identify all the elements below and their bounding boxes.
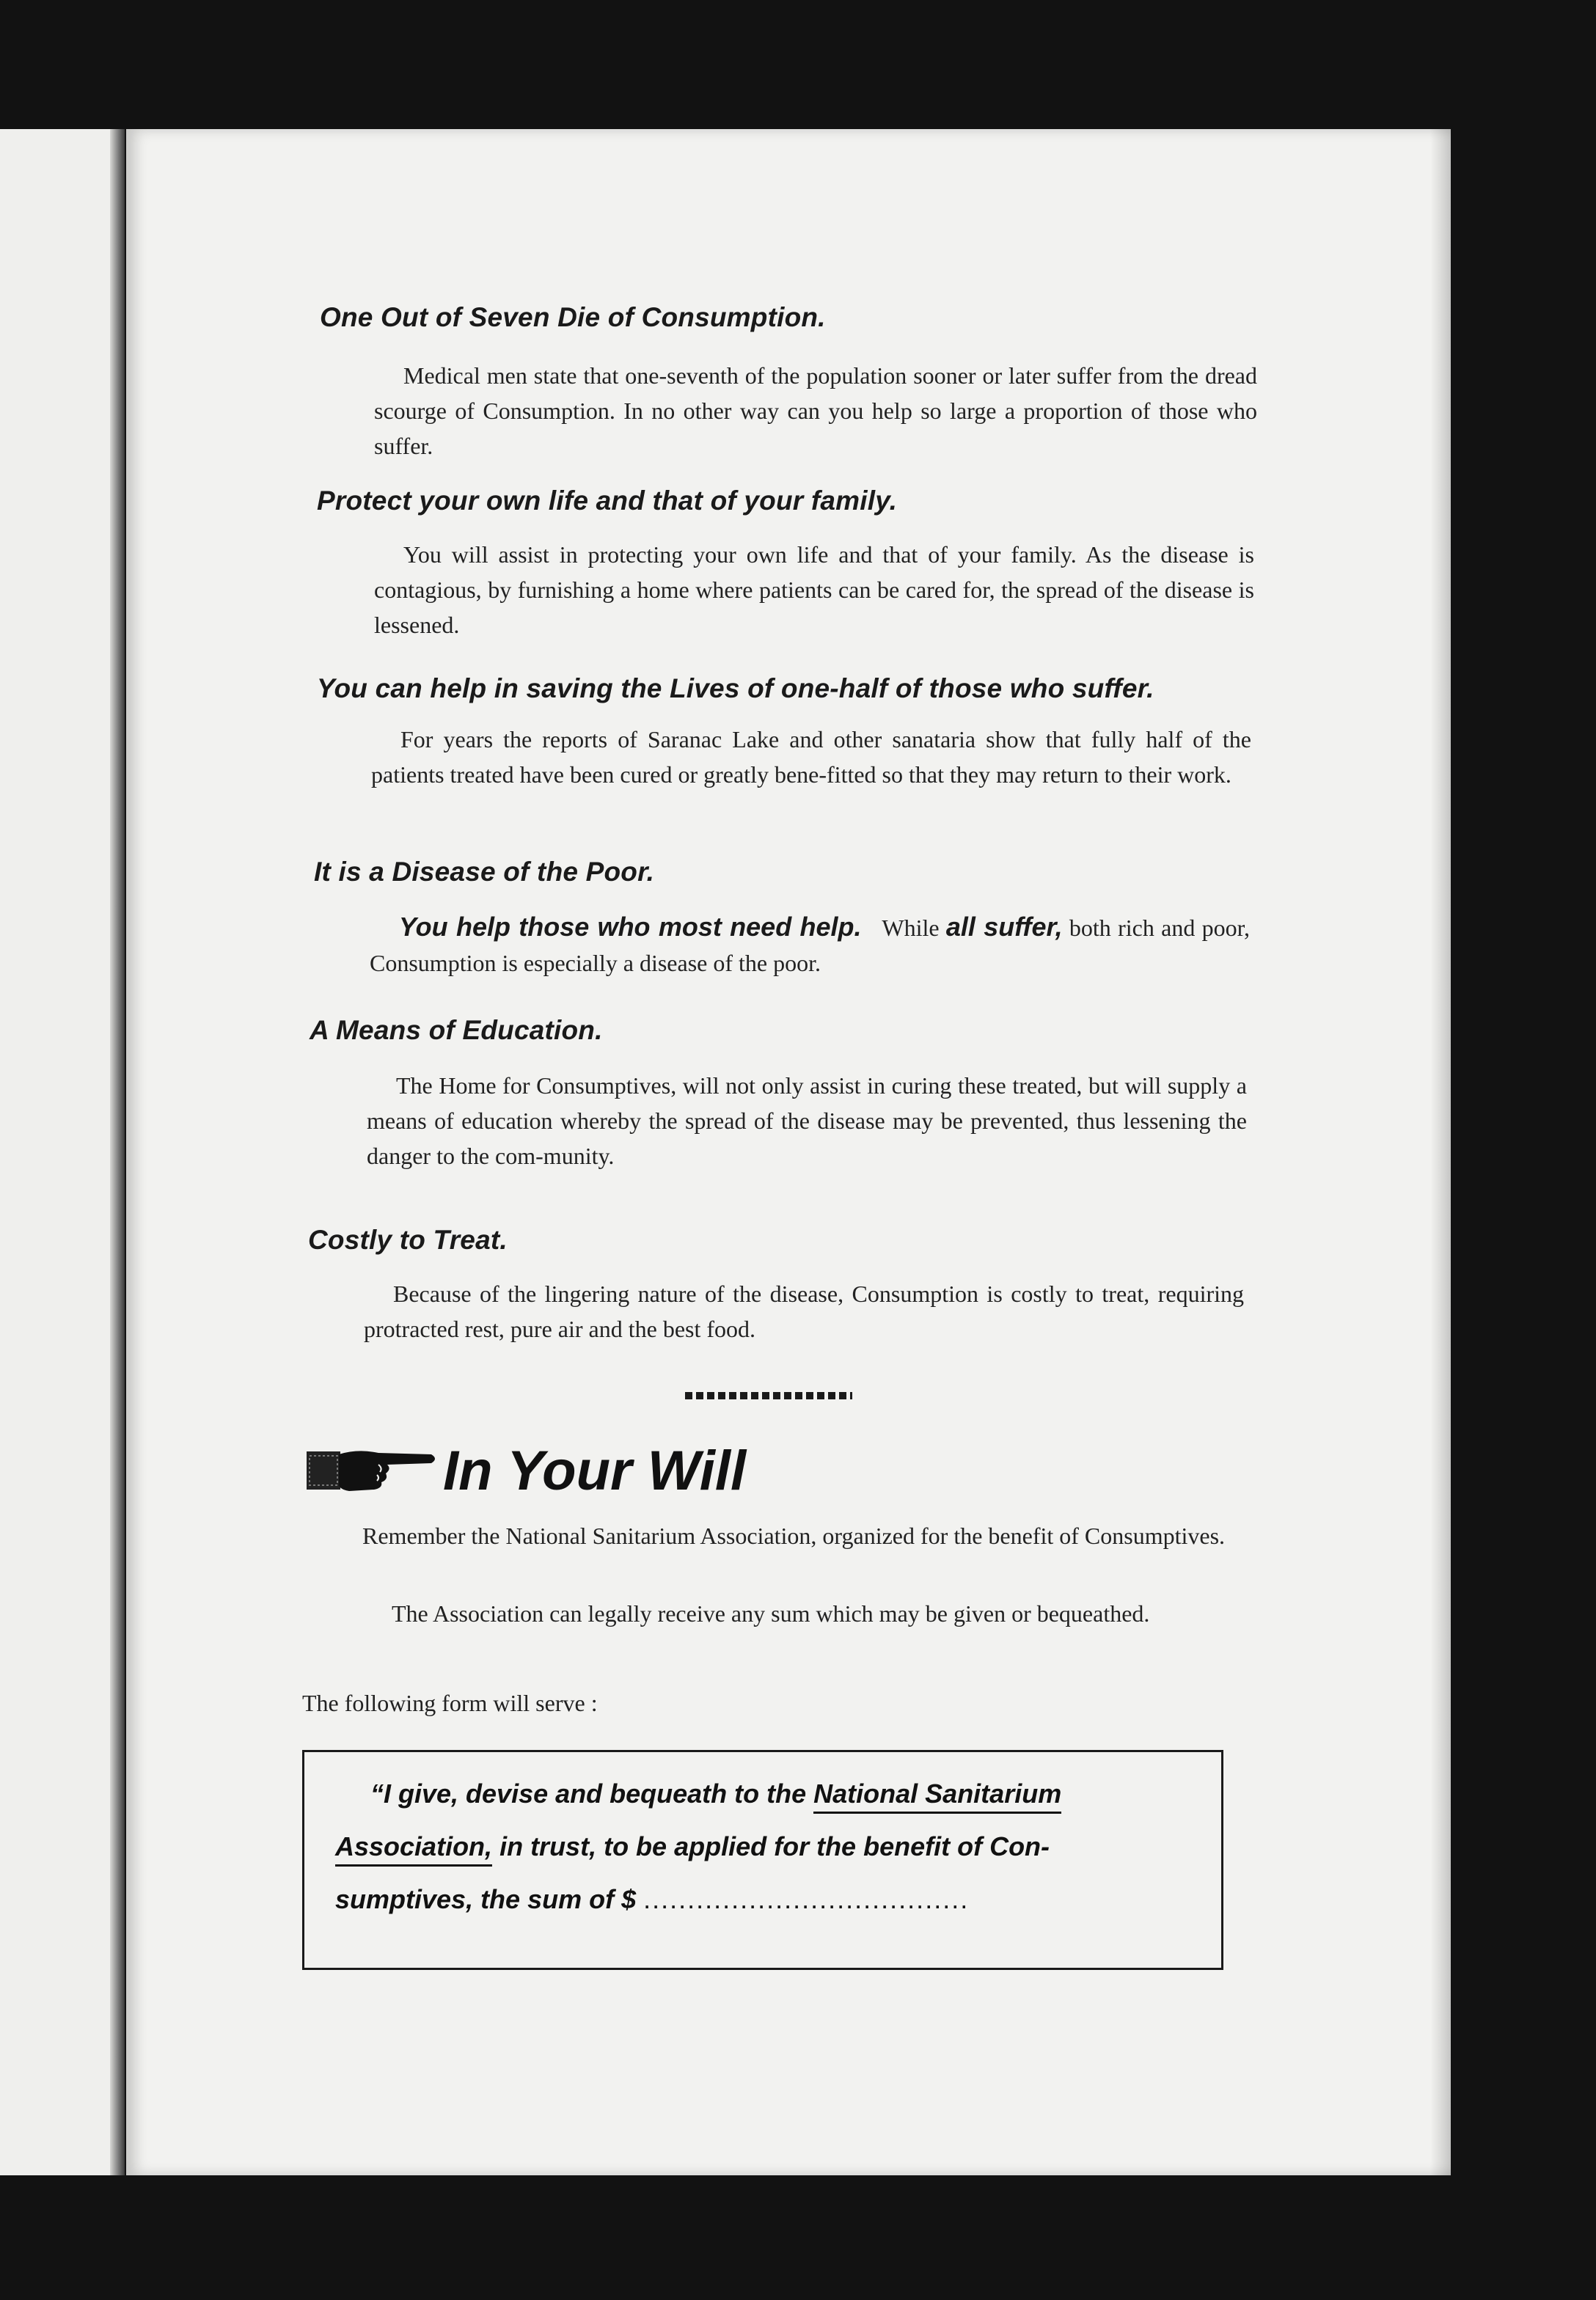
- section-body-emphasis: all suffer,: [945, 912, 1063, 942]
- section-body: The Home for Consumptives, will not only assist in curing these treated, but will supply a means of education whereby the spread of the disease may be prevented, thus lessening the danger to the com-munity.: [367, 1072, 1247, 1169]
- bequest-form-box: [302, 1750, 1223, 1970]
- will-heading-row: [307, 1430, 746, 1511]
- pointing-hand-icon: [307, 1444, 439, 1497]
- section-heading: Protect your own life and that of your family.: [317, 486, 898, 516]
- section-body-lead: While: [882, 915, 940, 941]
- form-blank: .....................................: [643, 1884, 970, 1914]
- section-heading: One Out of Seven Die of Consumption.: [320, 302, 826, 332]
- form-line: [335, 1884, 1190, 1915]
- form-text-underlined: Association,: [335, 1831, 492, 1867]
- previous-page-strip: [0, 129, 123, 2175]
- section-heading: Costly to Treat.: [308, 1225, 508, 1255]
- section-body-block: [370, 909, 1250, 981]
- section-heading: It is a Disease of the Poor.: [314, 857, 655, 887]
- book-gutter: [110, 129, 125, 2175]
- form-line: [335, 1831, 1190, 1862]
- section-body: Medical men state that one-seventh of the population sooner or later suffer from the dread scourge of Consumption. In no other way can you help so large a proportion of those who suffer.: [374, 362, 1257, 459]
- section-heading: A Means of Education.: [310, 1015, 603, 1045]
- section-body: Because of the lingering nature of the disease, Consumption is costly to treat, requiring protracted rest, pure air and the best food.: [364, 1281, 1244, 1342]
- form-text: “I give, devise and bequeath to the: [370, 1779, 807, 1809]
- will-paragraph: The Association can legally receive any sum which may be given or bequeathed.: [392, 1600, 1150, 1627]
- will-paragraph: Remember the National Sanitarium Association, organized for the benefit of Consumptives.: [362, 1523, 1226, 1549]
- section-sub-heading: You help those who most need help.: [399, 912, 862, 942]
- will-title: In Your Will: [443, 1439, 747, 1502]
- form-text-underlined: National Sanitarium: [813, 1779, 1061, 1814]
- section-divider: [685, 1392, 852, 1399]
- page-edge-shadow: [1430, 129, 1451, 2175]
- section-heading: You can help in saving the Lives of one-half of those who suffer.: [317, 673, 1154, 703]
- form-text: in trust, to be applied for the benefit of Con-: [499, 1831, 1050, 1861]
- form-text: sumptives, the sum of $: [335, 1884, 637, 1914]
- section-body: For years the reports of Saranac Lake and other sanataria show that fully half of the patients treated have been cured or greatly bene-fitted so that they may return to their work.: [371, 726, 1251, 788]
- form-intro: The following form will serve :: [302, 1690, 598, 1716]
- section-body: both rich and poor, Consumption is especially a disease of the poor.: [370, 915, 1250, 976]
- form-line: [335, 1779, 1190, 1809]
- section-body: You will assist in protecting your own life and that of your family. As the disease is contagious, by furnishing a home where patients can be cared for, the spread of the disease is lessened.: [374, 541, 1254, 638]
